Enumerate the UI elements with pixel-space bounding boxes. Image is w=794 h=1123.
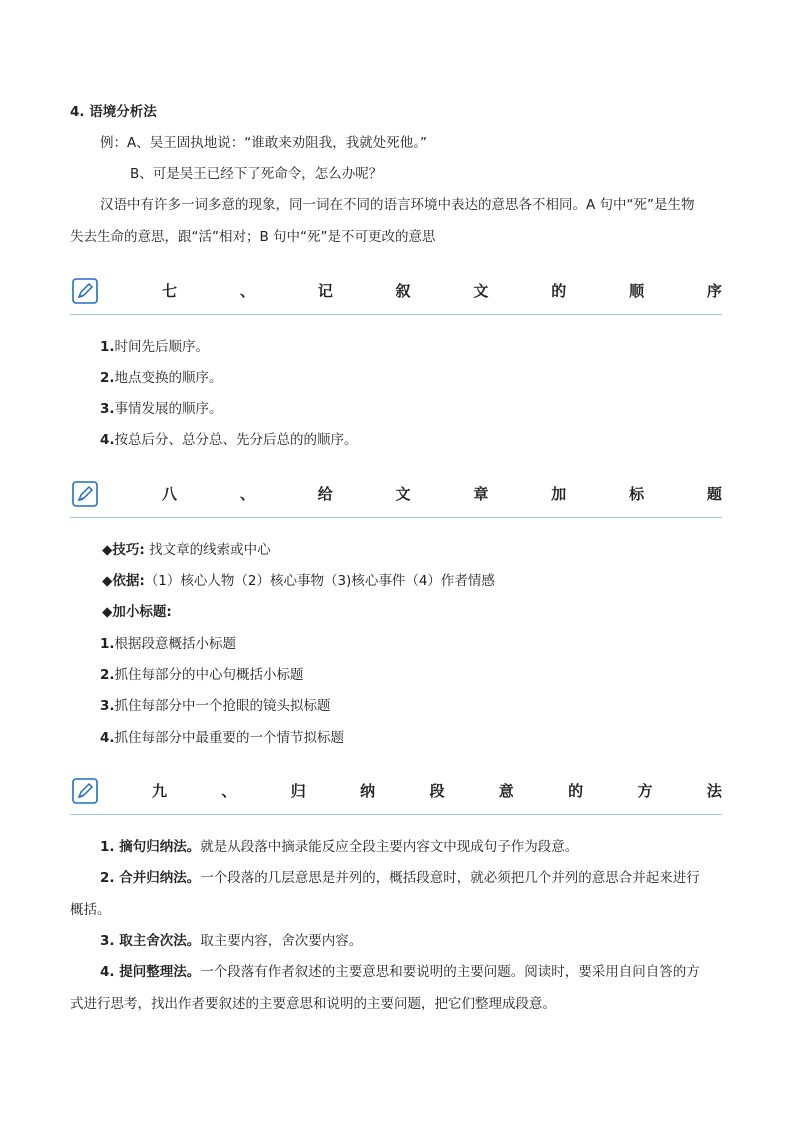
explanation-line-1: 汉语中有许多一词多意的现象，同一词在不同的语言环境中表达的意思各不相同。A 句中“死”是生物 bbox=[100, 197, 695, 213]
method-3: 3. 取主舍次法。取主要内容，舍次要内容。 bbox=[100, 933, 363, 949]
section-9-heading bbox=[70, 777, 722, 815]
pen-note-icon bbox=[72, 481, 98, 507]
list-item: 1.根据段意概括小标题 bbox=[100, 636, 237, 652]
section-8-heading bbox=[70, 480, 722, 518]
method-4: 4. 提问整理法。一个段落有作者叙述的主要意思和要说明的主要问题。阅读时，要采用自问自答的方 bbox=[100, 964, 700, 980]
section-7-heading bbox=[70, 277, 722, 315]
divider bbox=[70, 517, 722, 518]
list-item: 4.抓住每部分中最重要的一个情节拟标题 bbox=[100, 730, 345, 746]
pen-note-icon bbox=[72, 778, 98, 804]
basis-line: ◆依据:（1）核心人物（2）核心事物（3)核心事件（4）作者情感 bbox=[102, 573, 495, 589]
section-7-title: 七 、 记 叙 文 的 顺 序 bbox=[162, 282, 722, 300]
list-item: 1.时间先后顺序。 bbox=[100, 339, 210, 355]
method-2-continued: 概括。 bbox=[70, 902, 111, 918]
divider bbox=[70, 814, 722, 815]
divider bbox=[70, 314, 722, 315]
pen-note-icon bbox=[72, 278, 98, 304]
section-9-title: 九 、 归 纳 段 意 的 方 法 bbox=[152, 782, 722, 800]
list-item: 2.地点变换的顺序。 bbox=[100, 370, 223, 386]
tip-line: ◆技巧: 找文章的线索或中心 bbox=[102, 542, 271, 558]
subtitle-label: ◆加小标题: bbox=[102, 604, 172, 620]
list-item: 2.抓住每部分的中心句概括小标题 bbox=[100, 667, 304, 683]
list-item: 3.抓住每部分中一个抢眼的镜头拟标题 bbox=[100, 698, 331, 714]
list-item: 3.事情发展的顺序。 bbox=[100, 401, 223, 417]
example-a: 例：A、吴王固执地说：“谁敢来劝阻我，我就处死他。” bbox=[100, 135, 427, 151]
method-4-continued: 式进行思考，找出作者要叙述的主要意思和说明的主要问题，把它们整理成段意。 bbox=[70, 996, 556, 1012]
method-2: 2. 合并归纳法。一个段落的几层意思是并列的，概括段意时，就必须把几个并列的意思合并起来进行 bbox=[100, 870, 700, 886]
section-8-title: 八 、 给 文 章 加 标 题 bbox=[162, 485, 722, 503]
explanation-line-2: 失去生命的意思，跟“活”相对；B 句中“死”是不可更改的意思 bbox=[70, 229, 436, 245]
method-1: 1. 摘句归纳法。就是从段落中摘录能反应全段主要内容文中现成句子作为段意。 bbox=[100, 839, 579, 855]
example-b: B、可是吴王已经下了死命令，怎么办呢？ bbox=[130, 166, 383, 182]
method-4-title: 4. 语境分析法 bbox=[70, 104, 157, 120]
list-item: 4.按总后分、总分总、先分后总的的顺序。 bbox=[100, 432, 358, 448]
